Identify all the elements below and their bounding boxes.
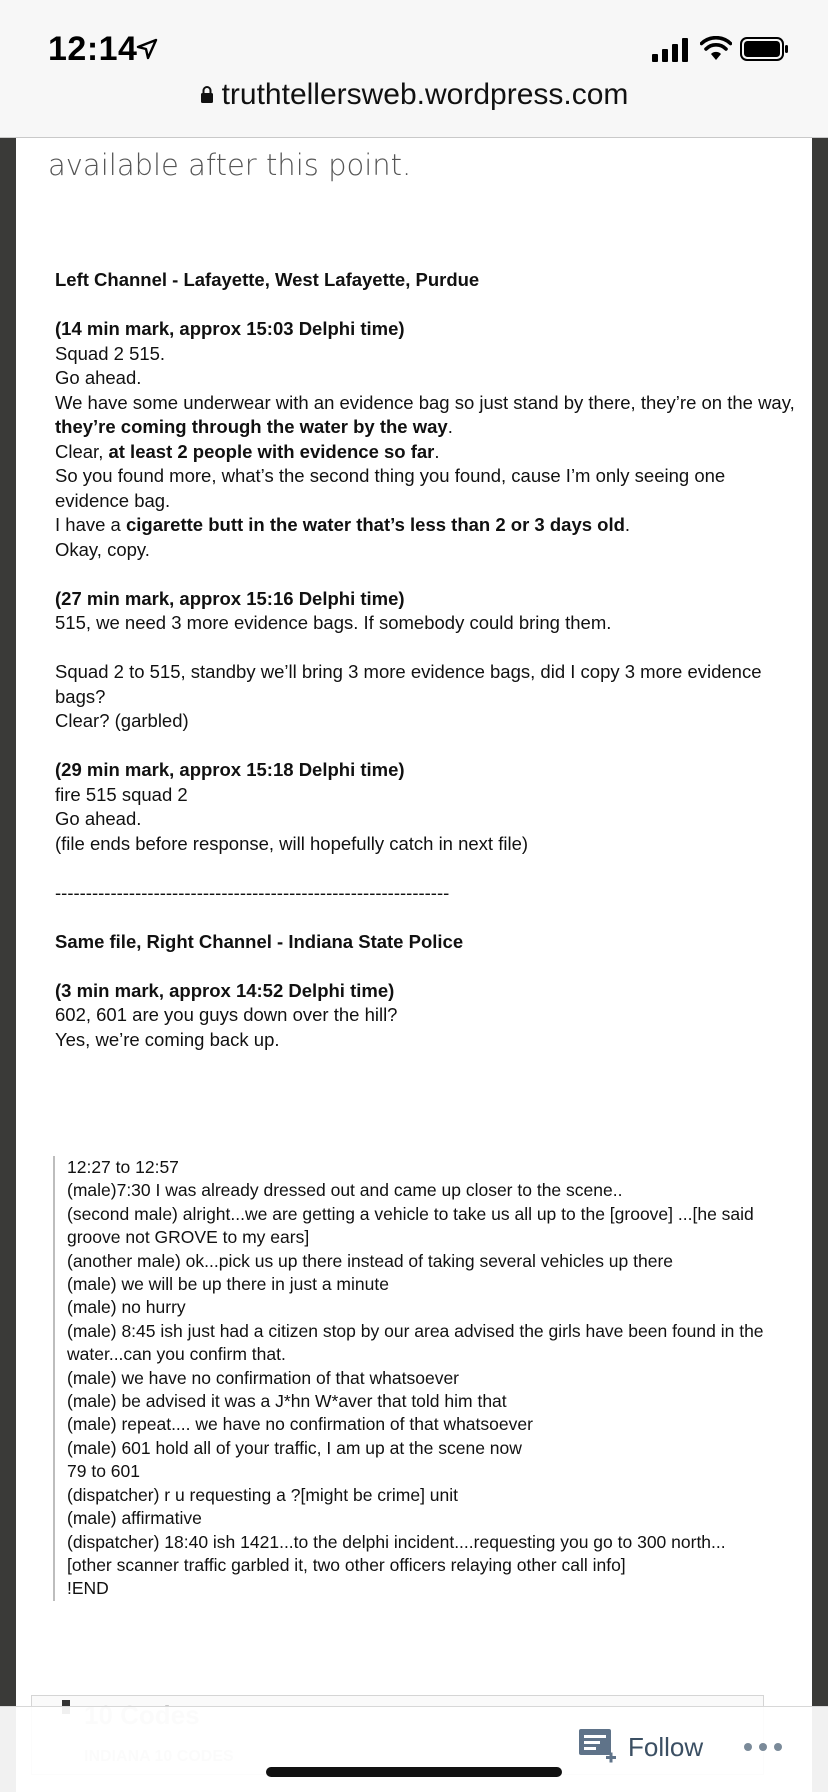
more-options-icon[interactable] xyxy=(742,1737,784,1757)
bold-text: at least 2 people with evidence so far xyxy=(108,440,435,462)
article-line xyxy=(55,930,795,955)
text: . xyxy=(434,440,440,462)
bold-text: Same file, Right Channel - Indiana State Police xyxy=(55,930,464,952)
article-line xyxy=(55,611,795,636)
article-line xyxy=(55,1028,795,1053)
follow-button[interactable] xyxy=(578,1725,703,1769)
article-line xyxy=(55,587,795,612)
article-line xyxy=(55,832,795,857)
transcript-line: (male) repeat.... we have no confirmation of that whatsoever xyxy=(67,1414,533,1435)
cellular-signal-icon xyxy=(652,38,690,62)
paragraph-gap xyxy=(55,734,795,759)
text: Go ahead. xyxy=(55,367,142,388)
transcript-line: (male) affirmative xyxy=(67,1508,202,1529)
text: ---------------------------------------------------------------- xyxy=(55,881,450,903)
text: Squad 2 to 515, standby we’ll bring 3 more evidence bags, did I copy 3 more evidence bags? xyxy=(55,661,762,707)
paragraph-gap xyxy=(55,293,795,318)
wifi-icon xyxy=(700,36,732,62)
transcript-line: (another male) ok...pick us up there instead of taking several vehicles up there xyxy=(67,1250,674,1271)
bold-text: (3 min mark, approx 14:52 Delphi time) xyxy=(55,979,395,1001)
text: 515, we need 3 more evidence bags. If somebody could bring them. xyxy=(55,612,612,633)
bold-text: (14 min mark, approx 15:03 Delphi time) xyxy=(55,318,405,339)
home-indicator xyxy=(266,1767,562,1777)
article-line xyxy=(55,464,795,513)
transcript-line: (male) no hurry xyxy=(67,1297,186,1318)
article-line xyxy=(55,317,795,342)
transcript-line: (male) be advised it was a J*hn W*aver that told him that xyxy=(67,1391,507,1412)
bold-text: Left Channel - Lafayette, West Lafayette, Purdue xyxy=(55,269,480,290)
article-line xyxy=(55,758,795,783)
paragraph-gap xyxy=(55,856,795,881)
article-line xyxy=(55,881,795,906)
paragraph-gap xyxy=(55,636,795,661)
article-line xyxy=(55,709,795,734)
text: fire 515 squad 2 xyxy=(55,783,188,805)
text: Okay, copy. xyxy=(55,538,150,560)
article-line xyxy=(55,440,795,465)
paragraph-gap xyxy=(55,954,795,979)
text: Squad 2 515. xyxy=(55,342,166,364)
article-line xyxy=(55,342,795,367)
transcript-line: (male) 8:45 ish just had a citizen stop by our area advised the girls have been found in the water...can you confirm that. xyxy=(67,1320,764,1365)
page-content xyxy=(16,138,812,1792)
follow-bar xyxy=(0,1706,828,1792)
faded-intro-text: available after this point. xyxy=(48,148,412,182)
article-line xyxy=(55,391,795,440)
text: . xyxy=(447,416,453,437)
transcript-line: (male) we will be up there in just a minute xyxy=(67,1274,389,1295)
transcript-blockquote xyxy=(53,1156,795,1601)
status-time: 12:14 xyxy=(48,30,138,68)
address-bar[interactable] xyxy=(0,78,828,118)
transcript-line: 79 to 601 xyxy=(67,1461,140,1482)
browser-top-bar xyxy=(0,0,828,138)
paragraph-gap xyxy=(55,562,795,587)
article-line xyxy=(55,366,795,391)
transcript-line: (second male) alright...we are getting a vehicle to take us all up to the [groove] ...[he said groove not GROVE to my ears] xyxy=(67,1203,754,1248)
battery-icon xyxy=(740,36,790,62)
article-body xyxy=(55,268,795,1052)
bold-text: they’re coming through the water by the way xyxy=(55,416,448,437)
bold-text: (27 min mark, approx 15:16 Delphi time) xyxy=(55,587,405,609)
article-line xyxy=(55,538,795,563)
article-line xyxy=(55,268,795,293)
paragraph-gap xyxy=(55,905,795,930)
transcript-line: (male) 601 hold all of your traffic, I am up at the scene now xyxy=(67,1437,522,1458)
transcript-line: [other scanner traffic garbled it, two other officers relaying other call info] xyxy=(67,1554,626,1575)
transcript-line: (dispatcher) 18:40 ish 1421...to the delphi incident....requesting you go to 300 north... xyxy=(67,1531,726,1552)
text: I have a xyxy=(55,514,126,535)
follow-label: Follow xyxy=(628,1731,704,1762)
article-line xyxy=(55,1003,795,1028)
location-arrow-icon xyxy=(136,38,158,60)
text: We have some underwear with an evidence bag so just stand by there, they’re on the way, xyxy=(55,391,795,413)
bold-text: (29 min mark, approx 15:18 Delphi time) xyxy=(55,759,405,780)
transcript-line: !END xyxy=(67,1578,109,1599)
transcript-line: 12:27 to 12:57 xyxy=(67,1157,179,1177)
url-text: truthtellersweb.wordpress.com xyxy=(221,78,629,111)
transcript-line: (male)7:30 I was already dressed out and came up closer to the scene.. xyxy=(67,1180,623,1201)
article-line xyxy=(55,513,795,538)
text: Yes, we’re coming back up. xyxy=(55,1028,280,1050)
text: (file ends before response, will hopefully catch in next file) xyxy=(55,832,529,854)
text: Clear? (garbled) xyxy=(55,710,189,731)
article-line xyxy=(55,807,795,832)
text: 602, 601 are you guys down over the hill? xyxy=(55,1004,398,1025)
text: Clear, xyxy=(55,440,109,462)
article-line xyxy=(55,783,795,808)
text: . xyxy=(624,514,631,535)
text: So you found more, what’s the second thing you found, cause I’m only seeing one evidence bag. xyxy=(55,465,726,511)
transcript-line: (male) we have no confirmation of that whatsoever xyxy=(67,1367,459,1388)
bold-text: cigarette butt in the water that’s less than 2 or 3 days old xyxy=(125,514,625,535)
transcript-line: (dispatcher) r u requesting a ?[might be crime] unit xyxy=(67,1484,459,1505)
article-line xyxy=(55,660,795,709)
article-line xyxy=(55,979,795,1004)
follow-reader-icon xyxy=(578,1728,618,1766)
text: Go ahead. xyxy=(55,808,142,829)
lock-icon xyxy=(200,85,214,103)
